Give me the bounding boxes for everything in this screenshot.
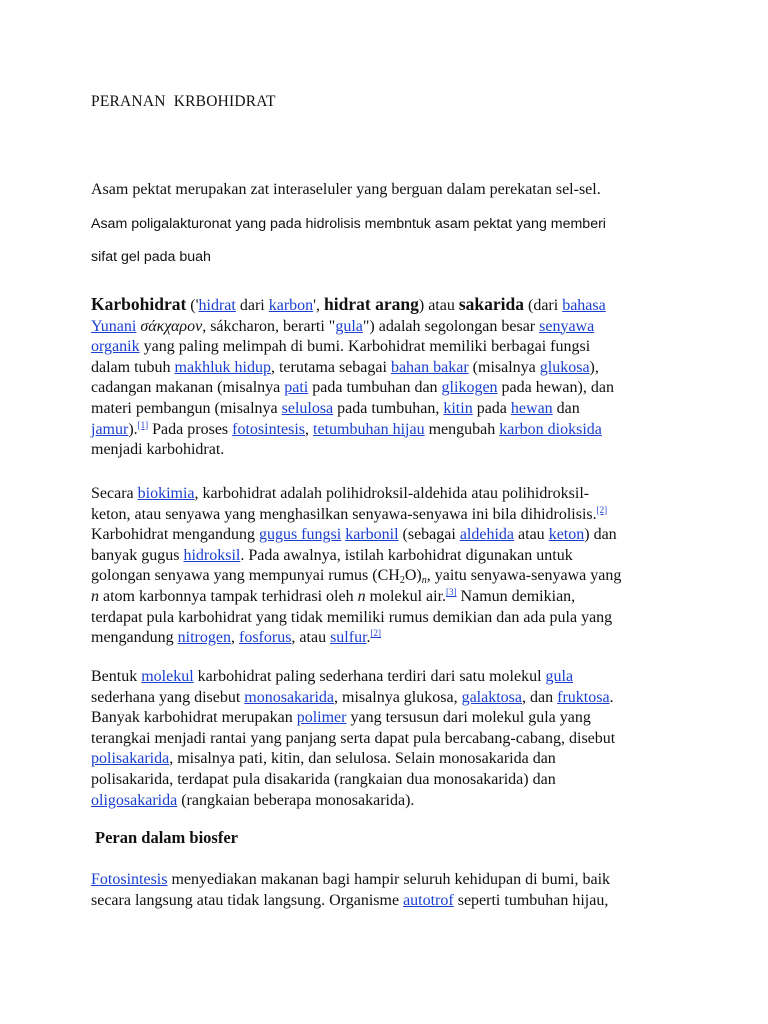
link-fosforus[interactable]: fosforus [238, 629, 292, 647]
reference-2[interactable]: [2] [596, 504, 608, 515]
reference-3[interactable]: [3] [446, 586, 457, 597]
link-yunani[interactable]: Yunani [91, 317, 137, 335]
link-biokimia[interactable]: biokimia [137, 485, 195, 502]
link-sulfur[interactable]: sulfur [330, 629, 367, 647]
link-pati[interactable]: pati [284, 379, 309, 397]
link-autotrof[interactable]: autotrof [403, 891, 454, 909]
paragraph-poligalakturonat-line1: Asam poligalakturonat yang pada hidrolisis membntuk asam pektat yang memberi [91, 216, 606, 232]
link-galaktosa[interactable]: galaktosa [461, 688, 522, 706]
term-karbohidrat: Karbohidrat [91, 294, 187, 314]
link-polimer[interactable]: polimer [296, 709, 347, 727]
link-bahasa[interactable]: bahasa [562, 297, 606, 314]
link-organik[interactable]: organik [91, 338, 140, 356]
link-nitrogen[interactable]: nitrogen [177, 629, 231, 647]
link-fruktosa[interactable]: fruktosa [557, 688, 610, 706]
paragraph-poligalakturonat-line2: sifat gel pada buah [91, 249, 211, 265]
link-polisakarida[interactable]: polisakarida [91, 750, 170, 768]
link-jamur[interactable]: jamur [91, 420, 129, 438]
link-aldehida[interactable]: aldehida [459, 526, 515, 544]
link-selulosa[interactable]: selulosa [281, 399, 334, 417]
link-glikogen[interactable]: glikogen [441, 379, 498, 397]
document-title: PERANAN KRBOHIDRAT [91, 93, 276, 110]
link-hidrat[interactable]: hidrat [198, 297, 236, 314]
reference-1[interactable]: [1] [137, 419, 149, 430]
greek-word: σάκχαρον [140, 317, 203, 335]
paragraph-asam-pektat: Asam pektat merupakan zat interaseluler yang berguan dalam perekatan sel-sel. [91, 181, 601, 198]
term-sakarida: sakarida [458, 294, 524, 314]
link-karbon-dioksida[interactable]: karbon dioksida [499, 420, 602, 438]
link-oligosakarida[interactable]: oligosakarida [91, 791, 178, 809]
reference-2b[interactable]: [2] [370, 628, 382, 639]
link-molekul[interactable]: molekul [141, 668, 194, 685]
paragraph-fotosintesis: Fotosintesis menyediakan makanan bagi hampir seluruh kehidupan di bumi, baik secara langsung atau tidak langsung. Organisme autotrof seperti tumbuhan hijau, [91, 871, 611, 909]
link-fotosintesis[interactable]: fotosintesis [232, 420, 306, 438]
link-keton[interactable]: keton [548, 526, 585, 544]
link-hewan[interactable]: hewan [510, 399, 553, 417]
link-monosakarida[interactable]: monosakarida [244, 688, 335, 706]
link-karbonil[interactable]: karbonil [345, 526, 399, 544]
link-karbon[interactable]: karbon [268, 297, 314, 314]
link-bahan-bakar[interactable]: bahan bakar [390, 358, 469, 376]
link-hidroksil[interactable]: hidroksil [183, 546, 241, 564]
term-hidrat-arang: hidrat arang [324, 294, 419, 314]
link-gula[interactable]: gula [335, 317, 363, 335]
paragraph-biokimia: Secara biokimia, karbohidrat adalah polihidroksil-aldehida atau polihidroksil- keton, atau senyawa yang menghasilkan senyawa-senyawa ini bila dihidrolisis.[2] Karbohidrat mengandung gugus fungsi karbonil (sebagai aldehida atau keton) dan banyak gugus hidroksil. Pada awalnya, istilah karbohidrat digunakan untuk golongan senyawa yang mempunyai rumus $(CH_2O)_n$, yaitu senyawa-senyawa yang n atom karbonnya tampak terhidrasi oleh n molekul air.[3] Namun demikian, terdapat pula karbohidrat yang tidak memiliki rumus demikian dan ada pula yang mengandung nitrogen, fosforus, atau sulfur.[2] [91, 485, 622, 647]
section-heading-peran-biosfer: Peran dalam biosfer [95, 828, 238, 847]
link-gugus-fungsi[interactable]: gugus fungsi [258, 526, 342, 544]
link-fotosintesis-2[interactable]: Fotosintesis [91, 871, 168, 888]
paragraph-karbohidrat-definition: Karbohidrat ('hidrat dari karbon', hidrat arang) atau sakarida (dari bahasa Yunani σάκχαρον, sákcharon, berarti "gula") adalah segolongan besar senyawa organik yang paling melimpah di bumi. Karbohidrat memiliki berbagai fungsi dalam tubuh makhluk hidup, terutama sebagai bahan bakar (misalnya glukosa), cadangan makanan (misalnya pati pada tumbuhan dan glikogen pada hewan), dan materi pembangun (misalnya selulosa pada tumbuhan, kitin pada hewan dan jamur).[1] Pada proses fotosintesis, tetumbuhan hijau mengubah karbon dioksida menjadi karbohidrat. [91, 294, 614, 459]
link-senyawa[interactable]: senyawa [539, 317, 595, 335]
link-glukosa[interactable]: glukosa [539, 358, 590, 376]
link-makhluk-hidup[interactable]: makhluk hidup [174, 358, 271, 376]
link-gula-2[interactable]: gula [545, 668, 574, 685]
link-tetumbuhan-hijau[interactable]: tetumbuhan hijau [313, 420, 425, 438]
link-kitin[interactable]: kitin [443, 399, 473, 417]
paragraph-bentuk-molekul: Bentuk molekul karbohidrat paling sederhana terdiri dari satu molekul gula sederhana yang disebut monosakarida, misalnya glukosa, galaktosa, dan fruktosa. Banyak karbohidrat merupakan polimer yang tersusun dari molekul gula yang terangkai menjadi rantai yang panjang serta dapat pula bercabang-cabang, disebut polisakarida, misalnya pati, kitin, dan selulosa. Selain monosakarida dan polisakarida, terdapat pula disakarida (rangkaian dua monosakarida) dan oligosakarida (rangkaian beberapa monosakarida). [91, 668, 616, 809]
